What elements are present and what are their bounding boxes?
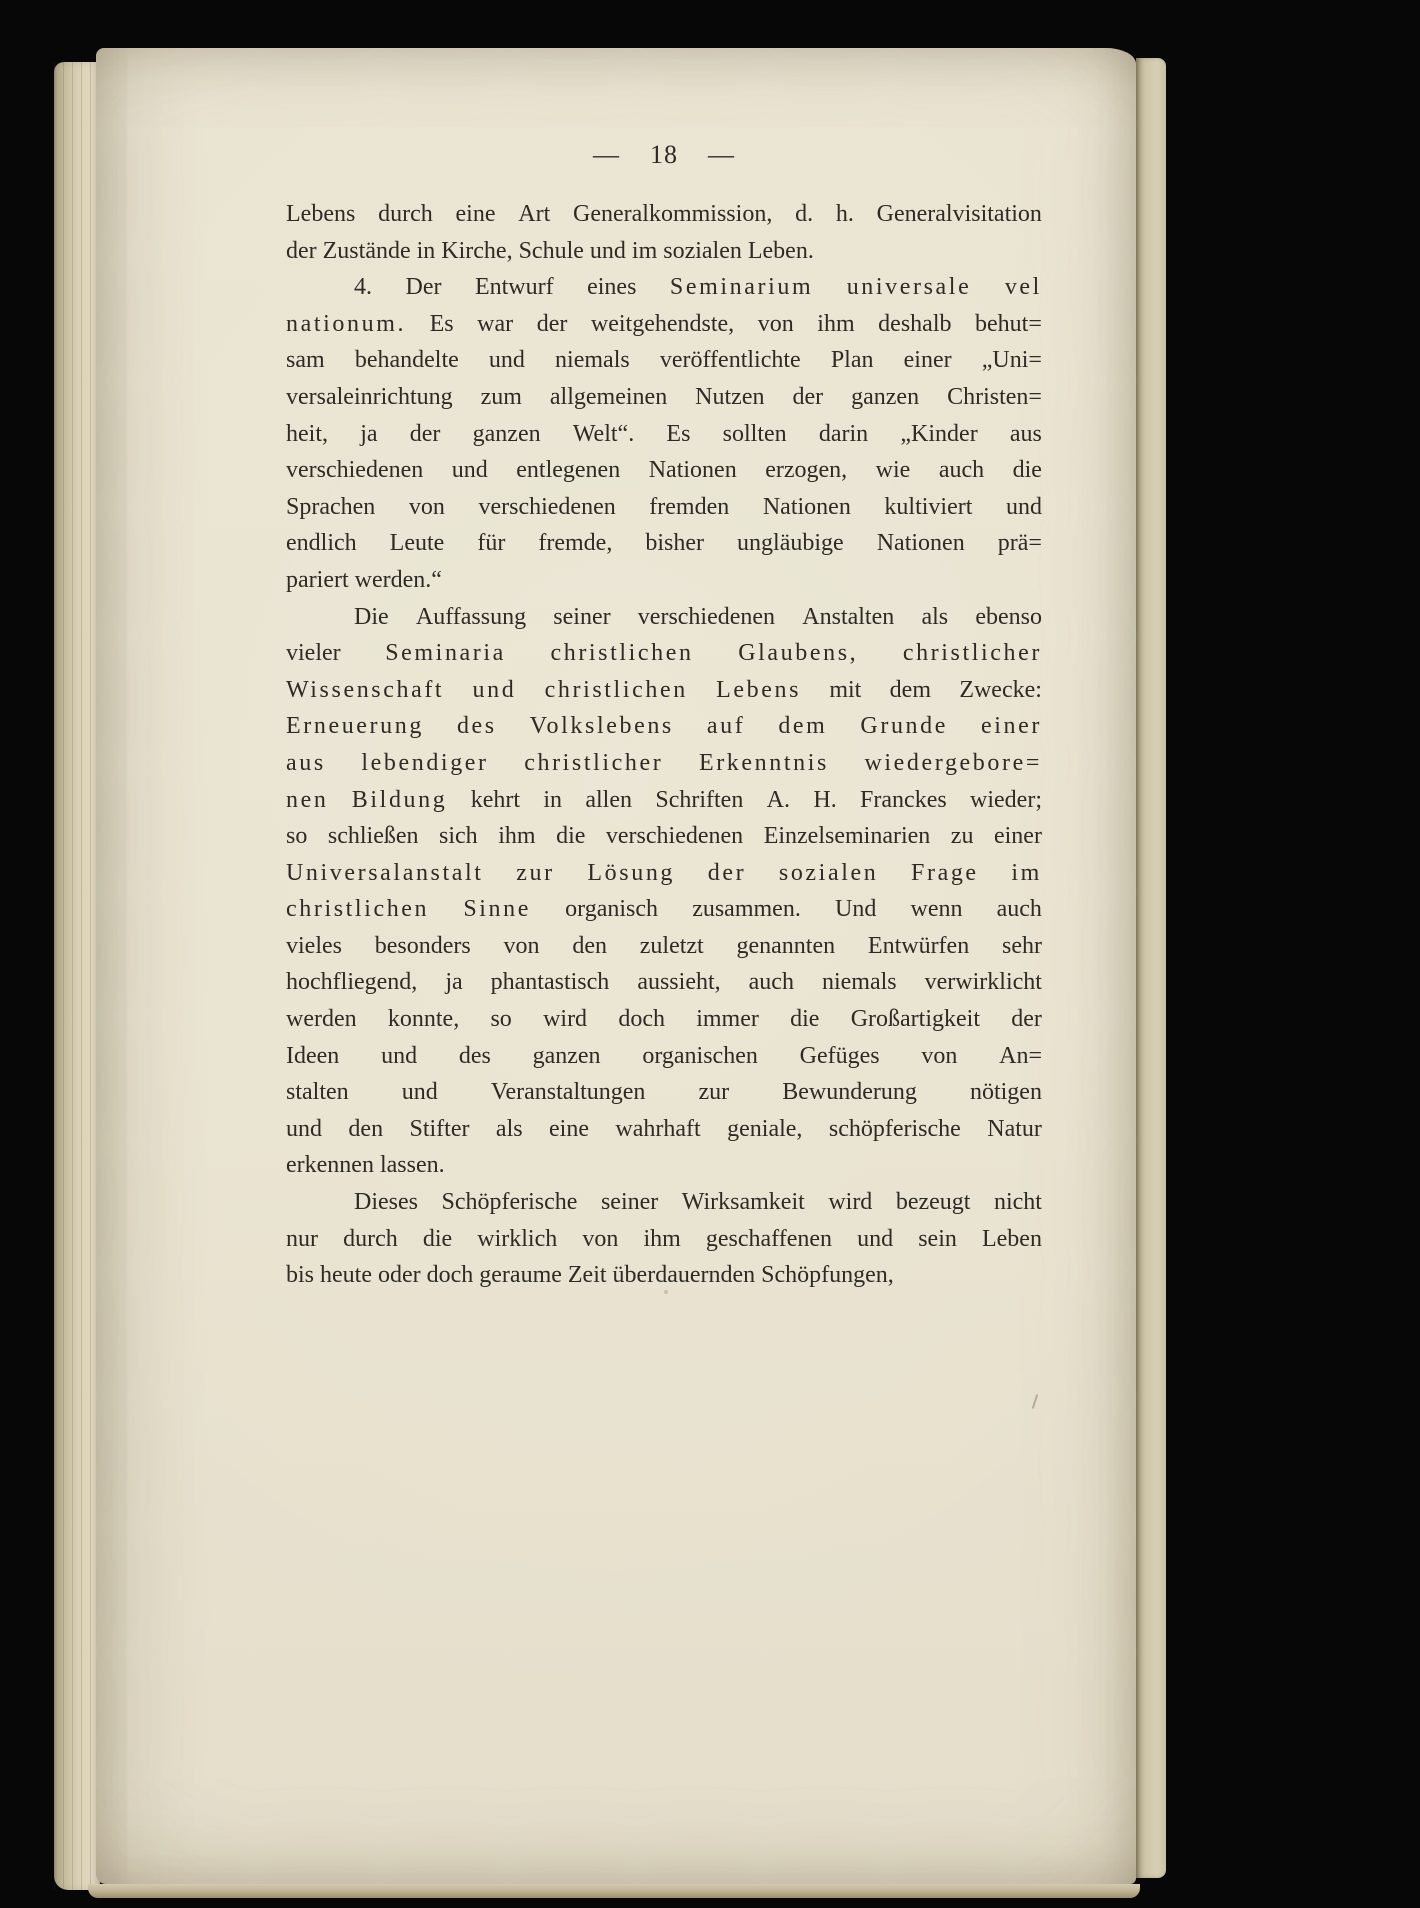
text-line: und den Stifter als eine wahrhaft geniale, schöpferische Natur <box>286 1115 1042 1142</box>
text-line: Dieses Schöpferische seiner Wirksamkeit wird bezeugt nicht <box>354 1189 1042 1216</box>
adjacent-page-edge <box>1136 58 1166 1878</box>
text-line: hochfliegend, ja phantastisch aussieht, auch niemals verwirklicht <box>286 969 1042 996</box>
page-number-dash-left: — <box>593 140 620 169</box>
text-line: Sprachen von verschiedenen fremden Nationen kultiviert und <box>286 493 1042 520</box>
text-line: Lebens durch eine Art Generalkommission, d. h. Generalvisitation <box>286 201 1042 227</box>
text-line: endlich Leute für fremde, bisher ungläubige Nationen prä= <box>286 530 1042 557</box>
text-line: erkennen lassen. <box>286 1152 445 1179</box>
text-line: Die Auffassung seiner verschiedenen Anstalten als ebenso <box>354 603 1042 630</box>
text-line: nur durch die wirklich von ihm geschaffenen und sein Leben <box>286 1225 1042 1252</box>
text-line: christlichen Sinne organisch zusammen. Und wenn auch <box>286 896 1042 923</box>
stain-speck <box>664 1290 668 1294</box>
text-line: verschiedenen und entlegenen Nationen erzogen, wie auch die <box>286 457 1042 484</box>
text-line: bis heute oder doch geraume Zeit überdauernden Schöpfungen, <box>286 1262 894 1289</box>
text-line: nationum. Es war der weitgehendste, von ihm deshalb behut= <box>286 310 1042 337</box>
paragraph <box>286 196 1042 269</box>
text-line: nen Bildung kehrt in allen Schriften A. H. Franckes wieder; <box>286 786 1042 813</box>
text-line: versaleinrichtung zum allgemeinen Nutzen der ganzen Christen= <box>286 383 1042 410</box>
stain-mark <box>1032 1394 1039 1409</box>
paragraph <box>286 269 1042 598</box>
text-line: vieles besonders von den zuletzt genannten Entwürfen sehr <box>286 932 1042 959</box>
text-line: stalten und Veranstaltungen zur Bewunderung nötigen <box>286 1079 1042 1106</box>
page-number-dash-right: — <box>708 140 735 169</box>
text-line: Ideen und des ganzen organischen Gefüges von An= <box>286 1042 1042 1069</box>
text-line: 4. Der Entwurf eines Seminarium universale vel <box>354 274 1042 301</box>
text-line: pariert werden.“ <box>286 566 442 593</box>
page-edge-lines <box>54 62 100 1890</box>
book-page <box>96 48 1136 1884</box>
page-number-value: 18 <box>650 140 678 169</box>
text-line: sam behandelte und niemals veröffentlichte Plan einer „Uni= <box>286 347 1042 374</box>
text-line: werden konnte, so wird doch immer die Großartigkeit der <box>286 1006 1042 1033</box>
paragraph <box>286 599 1042 1185</box>
paragraph <box>286 1184 1042 1294</box>
text-block <box>286 196 1042 1294</box>
book-page-edges <box>54 62 100 1890</box>
bottom-page-edges <box>88 1884 1140 1898</box>
text-line: so schließen sich ihm die verschiedenen Einzelseminarien zu einer <box>286 823 1042 850</box>
text-line: vieler Seminaria christlichen Glaubens, christlicher <box>286 640 1042 667</box>
text-line: Erneuerung des Volkslebens auf dem Grunde einer <box>286 713 1042 740</box>
text-line: der Zustände in Kirche, Schule und im sozialen Leben. <box>286 237 814 264</box>
text-line: heit, ja der ganzen Welt“. Es sollten darin „Kinder aus <box>286 420 1042 447</box>
page-number <box>286 140 1042 170</box>
text-line: Universalanstalt zur Lösung der sozialen Frage im <box>286 859 1042 886</box>
text-line: Wissenschaft und christlichen Lebens mit dem Zwecke: <box>286 676 1042 703</box>
text-line: aus lebendiger christlicher Erkenntnis wiedergebore= <box>286 749 1042 776</box>
